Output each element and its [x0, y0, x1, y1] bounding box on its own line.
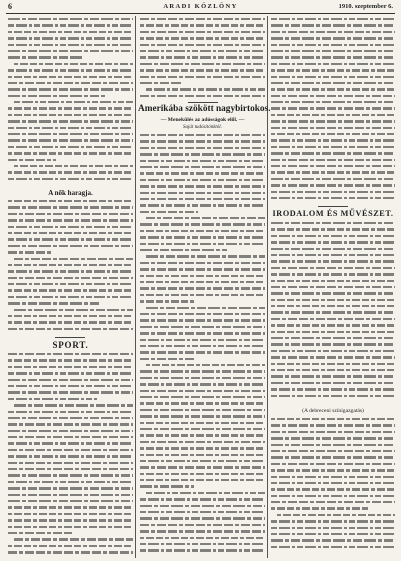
- text-line: [8, 171, 133, 173]
- text-line: [8, 366, 133, 368]
- text-line: [140, 192, 265, 194]
- text-line: [271, 222, 395, 224]
- text-line: [140, 383, 265, 385]
- text-line: [8, 506, 133, 508]
- text-line: [271, 260, 395, 262]
- text-line: [140, 95, 265, 97]
- text-line: [140, 351, 265, 353]
- text-line: [271, 488, 395, 490]
- text-line: [140, 339, 265, 341]
- text-line: [8, 146, 133, 148]
- text-line: [8, 200, 133, 202]
- article-heading: A nők haragja.: [48, 189, 93, 197]
- text-line: [271, 44, 395, 46]
- text-line: [8, 411, 133, 413]
- text-line: [8, 133, 133, 135]
- text-line: [271, 184, 395, 186]
- article-subheadline: — Menekülés az adósságok elől. —: [160, 117, 245, 123]
- header-rule: [6, 13, 395, 14]
- article-text: [271, 222, 395, 405]
- text-line: [8, 315, 133, 317]
- text-line: [271, 165, 395, 167]
- text-line: [140, 172, 265, 174]
- text-line: [140, 524, 265, 526]
- text-line: [8, 232, 133, 234]
- text-line: [271, 228, 395, 230]
- section-heading: IRODALOM ÉS MŰVÉSZET.: [272, 209, 394, 218]
- text-line: [140, 505, 265, 507]
- text-line: [140, 402, 265, 404]
- text-line: [8, 551, 133, 553]
- text-line: [271, 178, 395, 180]
- text-line: [146, 255, 265, 257]
- article-text: [140, 18, 265, 101]
- text-line: [271, 114, 395, 116]
- text-line: [14, 309, 133, 311]
- text-line: [271, 31, 395, 33]
- text-line: [271, 95, 395, 97]
- text-line: [140, 517, 265, 519]
- text-line: [271, 444, 395, 446]
- text-line: [140, 63, 265, 65]
- text-line: [8, 270, 133, 272]
- text-line: [140, 281, 265, 283]
- separator-rule: [318, 206, 348, 207]
- text-line: [140, 236, 265, 238]
- text-line: [140, 147, 265, 149]
- text-line: [8, 481, 133, 483]
- text-line: [271, 24, 395, 26]
- text-line: [140, 24, 265, 26]
- text-line: [8, 283, 133, 285]
- text-line: [8, 302, 99, 304]
- text-line: [8, 442, 133, 444]
- text-line: [271, 318, 395, 320]
- text-line: [8, 88, 133, 90]
- text-line: [271, 299, 395, 301]
- text-line: [140, 262, 265, 264]
- text-line: [271, 382, 395, 384]
- text-line: [8, 449, 133, 451]
- separator-rule: [55, 337, 85, 338]
- text-line: [140, 44, 265, 46]
- text-line: [8, 226, 133, 228]
- text-line: [140, 428, 265, 430]
- text-line: [271, 280, 395, 282]
- text-line: [8, 139, 133, 141]
- text-line: [140, 479, 265, 481]
- text-line: [140, 396, 265, 398]
- text-line: [271, 56, 395, 58]
- text-line: [8, 487, 133, 489]
- text-line: [271, 495, 395, 497]
- text-line: [271, 476, 395, 478]
- text-line: [140, 82, 181, 84]
- text-line: [140, 275, 265, 277]
- text-line: [140, 537, 265, 539]
- article-subheading: (A debreceni színigazgatás): [302, 408, 364, 414]
- text-line: [8, 238, 133, 240]
- text-line: [8, 178, 133, 180]
- text-line: [271, 356, 395, 358]
- text-line: [271, 527, 395, 529]
- article-text: [8, 353, 133, 557]
- text-line: [8, 526, 133, 528]
- text-line: [140, 230, 265, 232]
- text-line: [140, 160, 265, 162]
- text-line: [271, 133, 395, 135]
- text-line: [271, 159, 395, 161]
- text-line: [271, 37, 395, 39]
- text-line: [271, 146, 395, 148]
- text-line: [271, 456, 395, 458]
- text-line: [8, 289, 133, 291]
- text-line: [271, 286, 395, 288]
- text-line: [271, 450, 395, 452]
- text-line: [140, 243, 265, 245]
- article-text: [140, 134, 265, 557]
- text-line: [140, 473, 265, 475]
- text-line: [140, 460, 265, 462]
- text-line: [271, 305, 395, 307]
- issue-date: 1910. szeptember 6.: [338, 3, 393, 10]
- text-line: [140, 466, 265, 468]
- text-line: [8, 107, 133, 109]
- text-line: [8, 474, 133, 476]
- text-line: [8, 321, 133, 323]
- text-line: [8, 385, 133, 387]
- text-line: [140, 326, 265, 328]
- text-line: [140, 249, 227, 251]
- text-line: [8, 359, 133, 361]
- text-line: [140, 50, 265, 52]
- column-rule-2: [267, 16, 268, 558]
- text-line: [271, 437, 395, 439]
- text-line: [140, 211, 198, 213]
- text-line: [271, 388, 395, 390]
- text-line: [271, 241, 395, 243]
- text-line: [271, 520, 395, 522]
- text-line: [271, 197, 395, 199]
- text-line: [8, 353, 133, 355]
- text-line: [14, 63, 133, 65]
- text-line: [140, 370, 265, 372]
- text-line: [271, 311, 395, 313]
- text-line: [8, 264, 133, 266]
- text-line: [14, 404, 133, 406]
- text-line: [271, 152, 395, 154]
- text-line: [271, 273, 395, 275]
- text-line: [271, 395, 395, 397]
- text-line: [271, 501, 395, 503]
- text-line: [8, 545, 133, 547]
- text-line: [140, 434, 265, 436]
- text-line: [271, 82, 395, 84]
- text-line: [271, 482, 395, 484]
- text-line: [146, 364, 265, 366]
- text-line: [8, 417, 133, 419]
- article-headline: Amerikába szökött nagybirtokos.: [138, 104, 271, 114]
- text-line: [271, 127, 395, 129]
- text-line: [140, 511, 265, 513]
- text-line: [140, 319, 265, 321]
- text-line: [140, 543, 265, 545]
- text-line: [140, 31, 265, 33]
- article-byline: Saját tudósítónktól.: [183, 125, 222, 130]
- text-line: [140, 76, 265, 78]
- text-line: [271, 363, 395, 365]
- text-line: [8, 76, 133, 78]
- text-line: [14, 538, 133, 540]
- text-line: [14, 165, 133, 167]
- text-line: [8, 296, 133, 298]
- text-line: [8, 494, 133, 496]
- text-line: [8, 95, 105, 97]
- text-line: [8, 127, 133, 129]
- page-number: 6: [8, 2, 12, 11]
- text-line: [8, 436, 133, 438]
- text-line: [140, 69, 265, 71]
- text-line: [271, 324, 395, 326]
- text-line: [140, 345, 265, 347]
- text-line: [8, 69, 133, 71]
- text-line: [271, 507, 368, 509]
- text-line: [8, 372, 133, 374]
- text-line: [8, 44, 133, 46]
- text-line: [140, 332, 265, 334]
- text-line: [140, 223, 265, 225]
- text-line: [140, 140, 265, 142]
- text-line: [8, 251, 51, 253]
- text-line: [14, 101, 133, 103]
- text-line: [140, 268, 265, 270]
- text-line: [271, 343, 395, 345]
- text-line: [140, 377, 265, 379]
- text-line: [140, 56, 265, 58]
- text-line: [140, 198, 265, 200]
- text-line: [8, 532, 72, 534]
- text-line: [271, 248, 395, 250]
- text-line: [271, 546, 395, 548]
- text-line: [271, 235, 395, 237]
- separator-rule: [188, 102, 218, 103]
- text-line: [271, 69, 395, 71]
- text-line: [8, 219, 133, 221]
- text-line: [140, 166, 265, 168]
- text-line: [271, 63, 395, 65]
- text-line: [8, 56, 84, 58]
- text-line: [14, 258, 133, 260]
- text-line: [146, 88, 265, 90]
- text-line: [271, 18, 395, 20]
- text-line: [146, 307, 265, 309]
- text-line: [140, 313, 265, 315]
- text-line: [8, 50, 133, 52]
- text-line: [8, 37, 133, 39]
- text-line: [8, 114, 133, 116]
- text-line: [271, 107, 395, 109]
- text-line: [8, 519, 133, 521]
- text-line: [8, 245, 133, 247]
- article-text: [8, 200, 133, 336]
- text-line: [8, 328, 133, 330]
- article-text: [271, 18, 395, 205]
- text-line: [8, 18, 133, 20]
- text-line: [8, 398, 97, 400]
- newspaper-title: ARADI KÖZLÖNY: [163, 3, 238, 10]
- text-line: [140, 549, 265, 551]
- text-line: [140, 18, 265, 20]
- text-line: [271, 50, 395, 52]
- text-line: [8, 277, 133, 279]
- article-text: [271, 418, 395, 557]
- text-line: [271, 171, 395, 173]
- text-line: [271, 120, 395, 122]
- text-line: [140, 153, 265, 155]
- text-line: [8, 462, 133, 464]
- text-line: [140, 441, 265, 443]
- text-line: [271, 369, 395, 371]
- column-rule-1: [135, 16, 136, 558]
- text-line: [140, 390, 265, 392]
- text-line: [8, 430, 133, 432]
- text-line: [140, 358, 195, 360]
- text-line: [140, 447, 265, 449]
- text-line: [140, 179, 265, 181]
- text-line: [140, 300, 196, 302]
- text-line: [140, 37, 265, 39]
- text-line: [8, 423, 133, 425]
- text-line: [140, 454, 265, 456]
- text-line: [271, 76, 395, 78]
- text-line: [146, 492, 265, 494]
- text-line: [8, 513, 133, 515]
- text-line: [140, 409, 265, 411]
- text-line: [271, 418, 395, 420]
- text-line: [140, 204, 265, 206]
- text-line: [271, 88, 395, 90]
- article-text: [8, 18, 133, 188]
- text-line: [271, 424, 395, 426]
- text-line: [8, 206, 133, 208]
- text-line: [271, 191, 395, 193]
- text-line: [8, 391, 133, 393]
- text-line: [271, 267, 395, 269]
- text-line: [140, 530, 265, 532]
- text-line: [271, 539, 395, 541]
- text-line: [271, 533, 395, 535]
- text-line: [8, 152, 133, 154]
- text-line: [271, 375, 395, 377]
- section-heading: SPORT.: [52, 340, 89, 350]
- text-line: [271, 431, 395, 433]
- text-line: [146, 217, 265, 219]
- text-line: [140, 422, 265, 424]
- text-line: [8, 120, 133, 122]
- text-line: [140, 498, 265, 500]
- text-line: [271, 463, 395, 465]
- text-line: [140, 415, 265, 417]
- text-line: [140, 185, 265, 187]
- text-line: [277, 514, 395, 516]
- text-line: [8, 159, 56, 161]
- text-line: [8, 379, 133, 381]
- text-line: [140, 134, 265, 136]
- text-line: [271, 139, 395, 141]
- text-line: [140, 287, 265, 289]
- text-line: [8, 82, 133, 84]
- text-line: [140, 294, 265, 296]
- text-line: [8, 213, 133, 215]
- text-line: [271, 292, 395, 294]
- text-line: [271, 331, 395, 333]
- text-line: [271, 350, 395, 352]
- text-line: [271, 337, 395, 339]
- text-line: [271, 101, 395, 103]
- text-line: [8, 24, 133, 26]
- text-line: [271, 254, 395, 256]
- text-line: [8, 500, 133, 502]
- text-line: [8, 468, 133, 470]
- text-line: [140, 485, 194, 487]
- text-line: [271, 469, 395, 471]
- text-line: [8, 455, 133, 457]
- text-line: [8, 31, 133, 33]
